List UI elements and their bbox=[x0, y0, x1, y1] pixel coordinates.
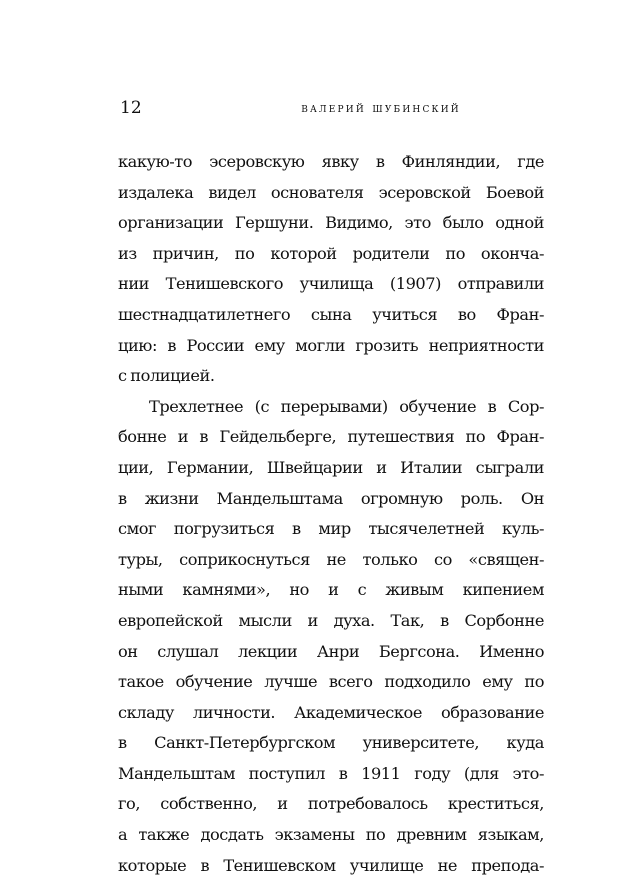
text-line: издалека видел основателя эсеровской Боевой bbox=[118, 182, 544, 202]
running-title: валерий шубинский bbox=[301, 100, 461, 116]
text-line: Мандельштам поступил в 1911 году (для это- bbox=[118, 763, 544, 783]
text-line: в Санкт-Петербургском университете, куда bbox=[118, 733, 544, 753]
text-line: ными камнями», но и с живым кипением bbox=[118, 580, 544, 600]
text-line: цию: в России ему могли грозить неприятности bbox=[118, 335, 544, 355]
text-line: бонне и в Гейдельберге, путешествия по Фран- bbox=[118, 427, 544, 447]
text-line: в жизни Мандельштама огромную роль. Он bbox=[118, 488, 544, 508]
text-line: го, собственно, и потребовалось креститься, bbox=[118, 794, 544, 814]
text-line: нии Тенишевского училища (1907) отправили bbox=[118, 274, 544, 294]
text-line: складу личности. Академическое образование bbox=[118, 702, 544, 722]
text-line: организации Гершуни. Видимо, это было одной bbox=[118, 213, 544, 233]
text-line: туры, соприкоснуться не только со «священ- bbox=[118, 549, 544, 569]
text-line: которые в Тенишевском училище не препода- bbox=[118, 855, 544, 875]
text-line: какую-то эсеровскую явку в Финляндии, где bbox=[118, 152, 544, 171]
text-line: из причин, по которой родители по оконча- bbox=[118, 243, 544, 263]
text-line: шестнадцатилетнего сына учиться во Фран- bbox=[118, 304, 544, 324]
text-line: с полицией. bbox=[118, 366, 215, 386]
body-text bbox=[118, 147, 544, 881]
text-line: европейской мысли и духа. Так, в Сорбонне bbox=[118, 610, 544, 630]
text-line: ции, Германии, Швейцарии и Италии сыграли bbox=[118, 457, 544, 477]
text-line: Трехлетнее (с перерывами) обучение в Сор- bbox=[149, 396, 544, 416]
text-line: а также досдать экзамены по древним языкам, bbox=[118, 825, 544, 845]
text-line: он слушал лекции Анри Бергсона. Именно bbox=[118, 641, 544, 661]
text-line: смог погрузиться в мир тысячелетней куль- bbox=[118, 519, 544, 539]
text-line: такое обучение лучше всего подходило ему по bbox=[118, 672, 544, 692]
running-head bbox=[120, 97, 516, 119]
page-number: 12 bbox=[120, 98, 142, 118]
